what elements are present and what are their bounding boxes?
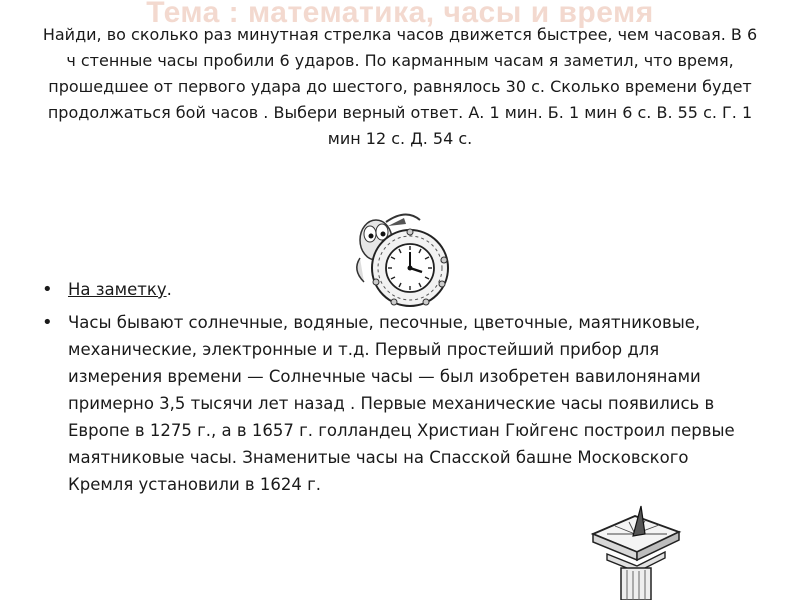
notes-heading-suffix: . (166, 280, 172, 299)
notes-list (40, 276, 750, 504)
notes-heading: На заметку (68, 280, 167, 299)
problem-text: Найди, во сколько раз минутная стрелка часов движется быстрее, чем часовая. В 6 ч стенные часы пробили 6 ударов. По карманным часам я заметил, что время, прошедшее от первого удара до шестого, равнялось 30 с. Сколько времени будет продолжаться бой часов . Выбери верный ответ. А. 1 мин. Б. 1 мин 6 с. В. 55 с. Г. 1 мин 12 с. Д. 54 с. (42, 25, 758, 148)
notes-heading-item (40, 276, 750, 303)
slide-title: Тема : математика, часы и время (146, 0, 654, 29)
sundial-icon (585, 498, 685, 600)
notes-body-item: • Часы бывают солнечные, водяные, песочные, цветочные, маятниковые, механические, электронные и т.д. Первый простейший прибор для измерения времени — Солнечные часы — был изобретен вавилонянами примерно 3,5 тысячи лет назад . Первые механические часы появились в Европе в 1275 г., а в 1657 г. голландец Христиан Гюйгенс построил первые маятниковые часы. Знаменитые часы на Спасской башне Московского Кремля установили в 1624 г. (40, 309, 750, 498)
